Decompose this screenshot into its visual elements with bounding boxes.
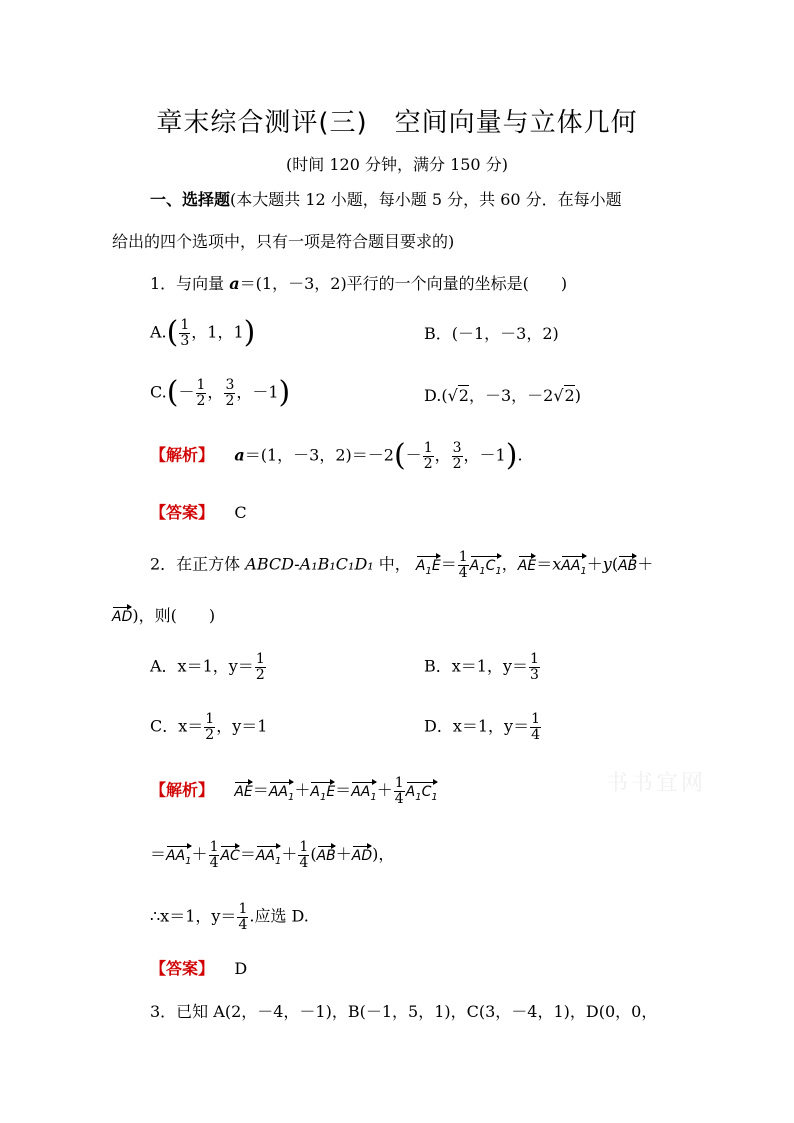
section-heading: 一、选择题 [150,190,231,209]
q1-option-d: D.(√2，－3，－2√2) [424,386,581,405]
q2-stem: 2．在正方体 ABCD-A₁B₁C₁D₁ 中， $A_1E=$ $\frac{1}{4}$ $A_1C_1$，AE＝xAA$_1$＋y(AB＋ [150,549,654,581]
q1-stem: 1．与向量 a＝(1，－3，2)平行的一个向量的坐标是( ) [150,274,568,293]
section-desc-1: (本大题共 12 小题，每小题 5 分，共 60 分．在每小题 [230,190,622,209]
q3-stem: 3．已知 A(2，－4，－1)，B(－1，5，1)，C(3，－4，1)，D(0，0， [150,1002,658,1021]
page-subtitle: (时间 120 分钟，满分 150 分) [286,155,508,174]
q2-option-b: B．x＝1，y＝ $\frac{1}{3}$ [424,651,539,683]
q2-stem-2: AD)，则( ) [112,606,216,625]
q2-analysis-1: 【解析】 $AE=AA_1+A_1E=AA_1+$ $\frac{1}{4}$ $A_1C_1$ [150,775,438,807]
q1-option-a: A.( $\frac{1}{3}$ ，1，1) [150,315,256,351]
answer-label: 【答案】 [150,503,215,522]
q1-option-c: C.(－ $\frac{1}{2}$ ， $\frac{3}{2}$ ，－1) [150,375,291,411]
q2-option-a: A．x＝1，y＝ $\frac{1}{2}$ [150,651,265,683]
analysis-label-2: 【解析】 [150,780,215,800]
q1-option-b: B．(－1，－3，2) [424,324,559,343]
analysis-label: 【解析】 [150,445,215,465]
q2-answer: 【答案】 D [150,959,248,978]
page-title: 章末综合测评(三) 空间向量与立体几何 [156,108,638,138]
section-heading-line [150,192,622,208]
q2-option-c: C．x＝ $\frac{1}{2}$ ，y＝1 [150,711,268,743]
watermark: 书书宜网 [606,771,707,796]
section-desc-2: 给出的四个选项中，只有一项是符合题目要求的) [112,232,455,251]
q2-conclusion: ∴x＝1，y＝ $\frac{1}{4}$ .应选 D. [150,901,309,933]
answer-label-2: 【答案】 [150,959,215,978]
q2-option-d: D．x＝1，y＝ $\frac{1}{4}$ [424,711,540,743]
q2-analysis-2: $=AA_1+$ $\frac{1}{4}$ $AC=AA_1+$ $\frac{1}{4}$ (AB＋AD)， [150,839,395,871]
q1-answer: 【答案】 C [150,503,247,522]
q1-analysis: 【解析】 a＝(1，－3，2)＝－2(－ $\frac{1}{2}$ ， $\frac{3}{2}$ ，－1). [150,438,523,474]
